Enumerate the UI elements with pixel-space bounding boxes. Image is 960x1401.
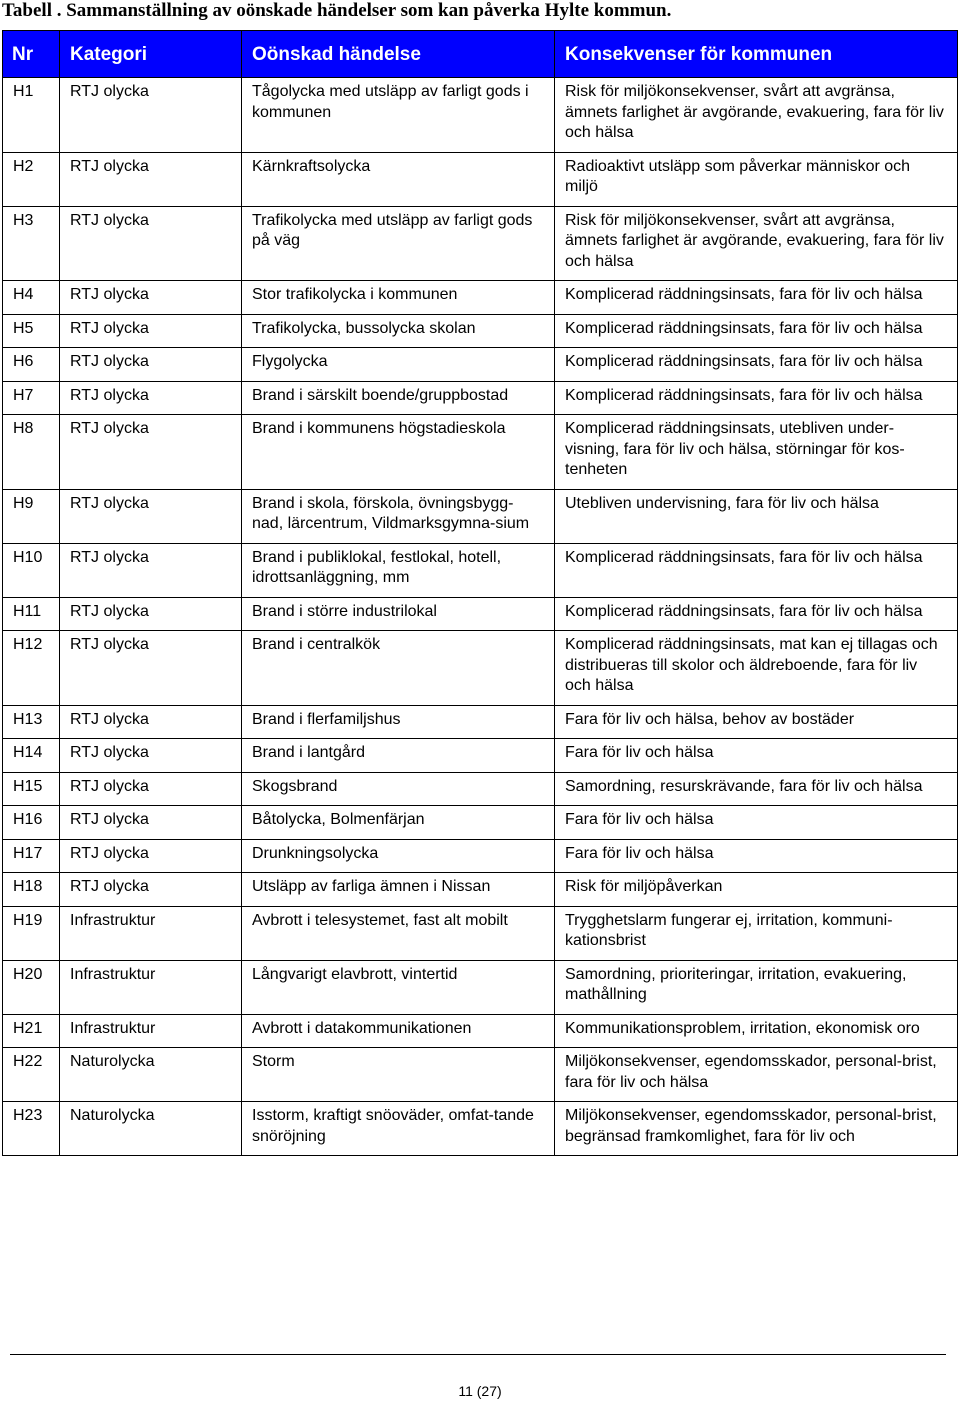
cell-nr: H8	[3, 415, 60, 490]
cell-konsekvens: Fara för liv och hälsa	[555, 839, 958, 873]
cell-nr: H10	[3, 543, 60, 597]
cell-nr: H9	[3, 489, 60, 543]
cell-nr: H12	[3, 631, 60, 706]
cell-kategori: RTJ olycka	[60, 873, 242, 907]
table-row	[3, 314, 958, 348]
cell-konsekvens: Fara för liv och hälsa, behov av bostäder	[555, 705, 958, 739]
cell-nr: H13	[3, 705, 60, 739]
table-row	[3, 839, 958, 873]
table-row	[3, 543, 958, 597]
cell-konsekvens: Risk för miljöpåverkan	[555, 873, 958, 907]
table-body	[3, 78, 958, 1156]
cell-konsekvens: Risk för miljökonsekvenser, svårt att avgränsa, ämnets farlighet är avgörande, evakuering, fara för liv och hälsa	[555, 78, 958, 153]
cell-handelse: Brand i skola, förskola, övningsbygg-nad, lärcentrum, Vildmarksgymna-sium	[242, 489, 555, 543]
cell-kategori: RTJ olycka	[60, 314, 242, 348]
cell-konsekvens: Komplicerad räddningsinsats, fara för liv och hälsa	[555, 281, 958, 315]
cell-handelse: Flygolycka	[242, 348, 555, 382]
table-row	[3, 415, 958, 490]
cell-kategori: RTJ olycka	[60, 348, 242, 382]
cell-handelse: Skogsbrand	[242, 772, 555, 806]
cell-nr: H16	[3, 806, 60, 840]
footer-divider	[10, 1354, 946, 1355]
cell-handelse: Stor trafikolycka i kommunen	[242, 281, 555, 315]
cell-nr: H7	[3, 381, 60, 415]
cell-handelse: Trafikolycka med utsläpp av farligt gods på väg	[242, 206, 555, 281]
cell-handelse: Brand i särskilt boende/gruppbostad	[242, 381, 555, 415]
table-row	[3, 631, 958, 706]
cell-handelse: Brand i flerfamiljshus	[242, 705, 555, 739]
cell-nr: H23	[3, 1102, 60, 1156]
cell-handelse: Avbrott i datakommunikationen	[242, 1014, 555, 1048]
header-row	[3, 31, 958, 78]
table-row	[3, 348, 958, 382]
cell-nr: H2	[3, 152, 60, 206]
table-row	[3, 1014, 958, 1048]
cell-kategori: RTJ olycka	[60, 739, 242, 773]
cell-kategori: RTJ olycka	[60, 281, 242, 315]
cell-konsekvens: Radioaktivt utsläpp som påverkar människor och miljö	[555, 152, 958, 206]
cell-nr: H17	[3, 839, 60, 873]
cell-handelse: Tågolycka med utsläpp av farligt gods i kommunen	[242, 78, 555, 153]
table-row	[3, 705, 958, 739]
header-handelse: Oönskad händelse	[242, 31, 555, 78]
cell-nr: H3	[3, 206, 60, 281]
cell-kategori: Infrastruktur	[60, 1014, 242, 1048]
cell-kategori: RTJ olycka	[60, 415, 242, 490]
cell-handelse: Brand i centralkök	[242, 631, 555, 706]
cell-handelse: Storm	[242, 1048, 555, 1102]
cell-handelse: Isstorm, kraftigt snöoväder, omfat-tande snöröjning	[242, 1102, 555, 1156]
cell-nr: H1	[3, 78, 60, 153]
cell-konsekvens: Komplicerad räddningsinsats, fara för liv och hälsa	[555, 381, 958, 415]
cell-nr: H4	[3, 281, 60, 315]
cell-nr: H21	[3, 1014, 60, 1048]
cell-nr: H15	[3, 772, 60, 806]
cell-nr: H20	[3, 960, 60, 1014]
cell-konsekvens: Komplicerad räddningsinsats, fara för liv och hälsa	[555, 314, 958, 348]
cell-konsekvens: Komplicerad räddningsinsats, fara för liv och hälsa	[555, 348, 958, 382]
table-row	[3, 381, 958, 415]
cell-kategori: RTJ olycka	[60, 772, 242, 806]
cell-konsekvens: Fara för liv och hälsa	[555, 739, 958, 773]
cell-handelse: Båtolycka, Bolmenfärjan	[242, 806, 555, 840]
cell-kategori: RTJ olycka	[60, 489, 242, 543]
table-caption: Tabell . Sammanställning av oönskade händelser som kan påverka Hylte kommun.	[2, 0, 672, 21]
cell-kategori: RTJ olycka	[60, 597, 242, 631]
cell-handelse: Brand i kommunens högstadieskola	[242, 415, 555, 490]
events-table	[2, 30, 958, 1156]
table-row	[3, 489, 958, 543]
cell-handelse: Kärnkraftsolycka	[242, 152, 555, 206]
cell-konsekvens: Samordning, resurskrävande, fara för liv och hälsa	[555, 772, 958, 806]
header-konsekvens: Konsekvenser för kommunen	[555, 31, 958, 78]
cell-kategori: Naturolycka	[60, 1102, 242, 1156]
table-row	[3, 78, 958, 153]
cell-kategori: RTJ olycka	[60, 152, 242, 206]
cell-kategori: RTJ olycka	[60, 806, 242, 840]
cell-handelse: Brand i större industrilokal	[242, 597, 555, 631]
table-row	[3, 739, 958, 773]
cell-handelse: Avbrott i telesystemet, fast alt mobilt	[242, 906, 555, 960]
table-row	[3, 206, 958, 281]
cell-konsekvens: Komplicerad räddningsinsats, utebliven under-visning, fara för liv och hälsa, störningar för kos-tenheten	[555, 415, 958, 490]
cell-kategori: RTJ olycka	[60, 78, 242, 153]
cell-kategori: RTJ olycka	[60, 543, 242, 597]
cell-konsekvens: Risk för miljökonsekvenser, svårt att avgränsa, ämnets farlighet är avgörande, evakuering, fara för liv och hälsa	[555, 206, 958, 281]
cell-kategori: Naturolycka	[60, 1048, 242, 1102]
cell-kategori: RTJ olycka	[60, 206, 242, 281]
cell-handelse: Drunkningsolycka	[242, 839, 555, 873]
cell-nr: H19	[3, 906, 60, 960]
cell-konsekvens: Komplicerad räddningsinsats, mat kan ej tillagas och distribueras till skolor och äldreboende, fara för liv och hälsa	[555, 631, 958, 706]
cell-kategori: RTJ olycka	[60, 839, 242, 873]
cell-handelse: Brand i lantgård	[242, 739, 555, 773]
cell-handelse: Utsläpp av farliga ämnen i Nissan	[242, 873, 555, 907]
cell-nr: H14	[3, 739, 60, 773]
table-row	[3, 1048, 958, 1102]
table-row	[3, 281, 958, 315]
cell-kategori: RTJ olycka	[60, 631, 242, 706]
cell-kategori: Infrastruktur	[60, 906, 242, 960]
cell-nr: H6	[3, 348, 60, 382]
table-row	[3, 960, 958, 1014]
table-header	[3, 31, 958, 78]
cell-konsekvens: Komplicerad räddningsinsats, fara för liv och hälsa	[555, 597, 958, 631]
cell-konsekvens: Miljökonsekvenser, egendomsskador, personal-brist, begränsad framkomlighet, fara för liv och	[555, 1102, 958, 1156]
cell-konsekvens: Miljökonsekvenser, egendomsskador, personal-brist, fara för liv och hälsa	[555, 1048, 958, 1102]
cell-nr: H11	[3, 597, 60, 631]
cell-kategori: RTJ olycka	[60, 381, 242, 415]
cell-konsekvens: Fara för liv och hälsa	[555, 806, 958, 840]
cell-konsekvens: Trygghetslarm fungerar ej, irritation, kommuni-kationsbrist	[555, 906, 958, 960]
header-nr: Nr	[3, 31, 60, 78]
table-row	[3, 806, 958, 840]
table-row	[3, 597, 958, 631]
cell-nr: H22	[3, 1048, 60, 1102]
cell-handelse: Brand i publiklokal, festlokal, hotell, idrottsanläggning, mm	[242, 543, 555, 597]
table-row	[3, 152, 958, 206]
table-row	[3, 772, 958, 806]
page-number: 11 (27)	[458, 1383, 502, 1399]
cell-kategori: RTJ olycka	[60, 705, 242, 739]
cell-kategori: Infrastruktur	[60, 960, 242, 1014]
cell-nr: H18	[3, 873, 60, 907]
cell-konsekvens: Samordning, prioriteringar, irritation, evakuering, mathållning	[555, 960, 958, 1014]
table-row	[3, 1102, 958, 1156]
table-row	[3, 906, 958, 960]
cell-nr: H5	[3, 314, 60, 348]
cell-handelse: Långvarigt elavbrott, vintertid	[242, 960, 555, 1014]
cell-konsekvens: Komplicerad räddningsinsats, fara för liv och hälsa	[555, 543, 958, 597]
cell-handelse: Trafikolycka, bussolycka skolan	[242, 314, 555, 348]
header-kategori: Kategori	[60, 31, 242, 78]
cell-konsekvens: Utebliven undervisning, fara för liv och hälsa	[555, 489, 958, 543]
table-row	[3, 873, 958, 907]
cell-konsekvens: Kommunikationsproblem, irritation, ekonomisk oro	[555, 1014, 958, 1048]
